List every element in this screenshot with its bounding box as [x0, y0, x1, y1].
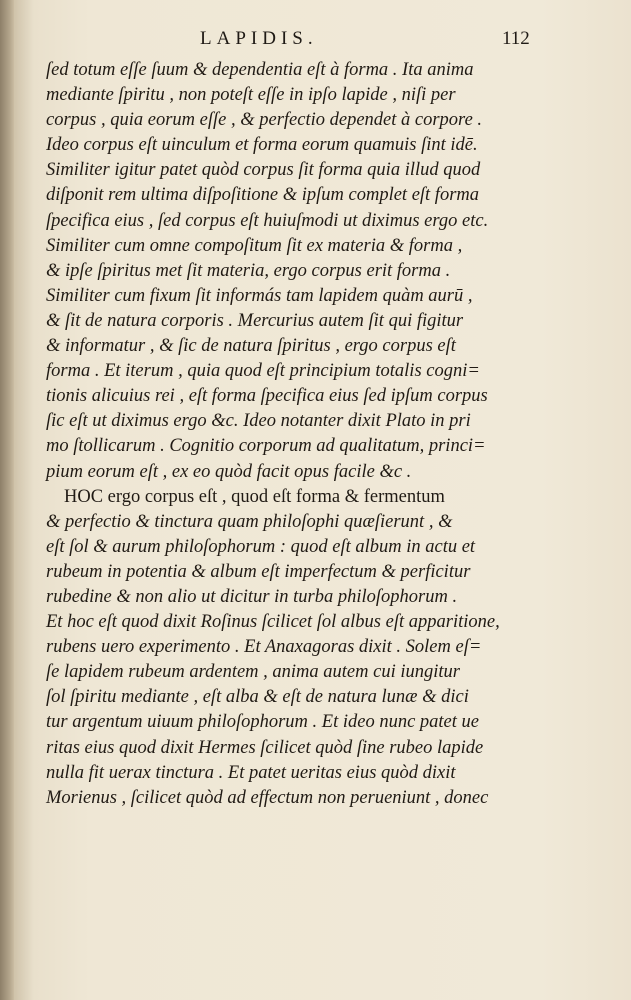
text-line: rubeum in potentia & album eſt imperfectum & perficitur: [46, 561, 471, 582]
text-line: diſponit rem ultima diſpoſitione & ipſum complet eſt forma: [46, 185, 480, 206]
text-line: ſic eſt ut diximus ergo &c. Ideo notanter dixit Plato in pri: [46, 411, 471, 432]
text-line: ſed totum eſſe ſuum & dependentia eſt à forma . Ita anima: [46, 60, 474, 80]
body-text: [46, 58, 586, 811]
text-line: rubens uero experimento . Et Anaxagoras dixit . Solem eſ=: [46, 637, 482, 658]
page-header: [40, 28, 600, 54]
text-line: tur argentum uiuum philoſophorum . Et ideo nunc patet ue: [46, 712, 479, 733]
page-number: 112: [502, 28, 530, 49]
paragraph-start-line: HOC ergo corpus eſt , quod eſt forma & fermentum: [64, 486, 445, 507]
running-title: LAPIDIS.: [200, 28, 318, 49]
text-line: ſe lapidem rubeum ardentem , anima autem cui iungitur: [46, 662, 460, 683]
text-line: Ideo corpus eſt uinculum et forma eorum quamuis ſint idē.: [46, 135, 478, 156]
text-line: Similiter igitur patet quòd corpus ſit forma quia illud quod: [46, 160, 481, 181]
text-line: Similiter cum fixum ſit informás tam lapidem quàm aurū ,: [46, 285, 473, 306]
text-line: ſpecifica eius , ſed corpus eſt huiuſmodi ut diximus ergo etc.: [46, 210, 489, 231]
text-line: corpus , quia eorum eſſe , & perfectio dependet à corpore .: [46, 110, 483, 131]
text-line: forma . Et iterum , quia quod eſt principium totalis cogni=: [46, 361, 480, 382]
text-line: mediante ſpiritu , non poteſt eſſe in ipſo lapide , niſi per: [46, 85, 456, 106]
text-line: Similiter cum omne compoſitum ſit ex materia & forma ,: [46, 235, 463, 256]
text-line: pium eorum eſt , ex eo quòd facit opus facile &c .: [46, 461, 412, 482]
text-line: nulla fit uerax tinctura . Et patet ueritas eius quòd dixit: [46, 762, 456, 783]
text-line: Et hoc eſt quod dixit Roſinus ſcilicet ſol albus eſt apparitione,: [46, 612, 500, 633]
text-line: & ipſe ſpiritus met ſit materia, ergo corpus erit forma .: [46, 260, 451, 281]
text-line: rubedine & non alio ut dicitur in turba philoſophorum .: [46, 586, 458, 607]
text-line: ritas eius quod dixit Hermes ſcilicet quòd ſine rubeo lapide: [46, 737, 484, 758]
text-line: Morienus , ſcilicet quòd ad effectum non perueniunt , donec: [46, 787, 489, 808]
text-line: eſt ſol & aurum philoſophorum : quod eſt album in actu et: [46, 536, 476, 557]
text-line: & informatur , & ſic de natura ſpiritus , ergo corpus eſt: [46, 336, 456, 357]
text-line: & ſit de natura corporis . Mercurius autem ſit qui figitur: [46, 310, 464, 331]
text-line: mo ſtollicarum . Cognitio corporum ad qualitatum, princi=: [46, 436, 486, 457]
page-gutter-shadow: [0, 0, 14, 1000]
text-line: tionis alicuius rei , eſt forma ſpecifica eius ſed ipſum corpus: [46, 386, 488, 407]
text-line: & perfectio & tinctura quam philoſophi quæſierunt , &: [46, 511, 453, 532]
text-line: ſol ſpiritu mediante , eſt alba & eſt de natura lunæ & dici: [46, 687, 469, 708]
